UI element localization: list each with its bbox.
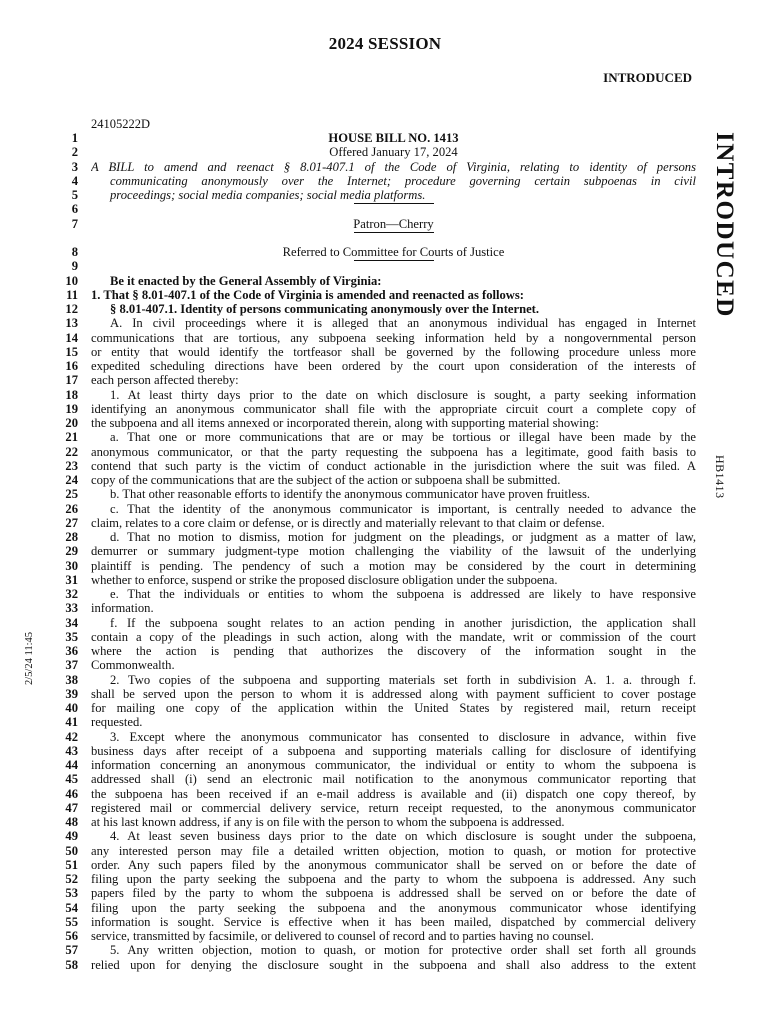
line-number: 15 — [65, 344, 78, 359]
bill-line — [56, 744, 696, 758]
bill-line — [56, 359, 696, 373]
separator-rule — [354, 203, 434, 204]
line-number: 29 — [65, 544, 78, 559]
line-number: 49 — [65, 829, 78, 844]
line-number: 14 — [65, 330, 78, 345]
bill-line — [56, 373, 696, 387]
line-text: Patron—Cherry — [353, 216, 434, 231]
line-text: whether to enforce, suspend or strike the proposed disclosure obligation under the subpoena. — [91, 572, 558, 587]
line-number: 48 — [65, 815, 78, 829]
line-text: proceedings; social media companies; social media platforms. — [110, 188, 426, 202]
bill-line — [56, 872, 696, 886]
line-text: where the action is pending that authorizes the discovery of the information sought in the — [91, 644, 696, 658]
line-text: papers filed by the party to whom the subpoena is addressed shall be served on or before the date of — [91, 886, 696, 901]
line-number: 58 — [65, 957, 78, 972]
line-text: 1. At least thirty days prior to the date on which disclosure is sought, a party seeking information — [110, 387, 696, 402]
line-text: addressed shall (i) send an electronic mail notification to the anonymous communicator reporting that — [91, 772, 696, 787]
line-text: filing upon the party seeking the subpoena and the party to whom the subpoena is addressed. Any such — [91, 872, 696, 886]
line-text: order. Any such papers filed by the anonymous communicator shall be served on or before the date of — [91, 857, 696, 872]
line-number: 2 — [71, 145, 78, 160]
line-number: 53 — [65, 886, 78, 901]
bill-line — [56, 416, 696, 430]
bill-line — [56, 188, 696, 202]
bill-line — [56, 601, 696, 615]
line-text: information concerning an anonymous communicator, the individual or entity to whom the subpoena is — [91, 758, 696, 772]
line-text: filing upon the party seeking the subpoena and the anonymous communicator whose identifying — [91, 900, 696, 915]
line-text: 3. Except where the anonymous communicator has consented to disclosure in advance, within five — [110, 729, 696, 744]
line-text: information is sought. Service is effective when it has been mailed, dispatched by commercial delivery — [91, 914, 696, 929]
line-text: f. If the subpoena sought relates to an action pending in another jurisdiction, the application shall — [110, 615, 696, 630]
line-text: Offered January 17, 2024 — [329, 145, 458, 160]
line-text: the subpoena and all items annexed or incorporated therein, along with supporting material showing: — [91, 416, 599, 430]
line-text: any interested person may file a detailed written objection, motion to quash, or motion for protective — [91, 843, 696, 858]
line-number: 54 — [65, 900, 78, 915]
line-number: 41 — [65, 715, 78, 730]
bill-line — [56, 758, 696, 772]
separator-rule — [354, 260, 434, 261]
bill-text — [56, 131, 696, 972]
line-text: the subpoena has been received if an e-mail address is available and (ii) dispatch one copy thereof, by — [91, 786, 696, 801]
line-text: 5. Any written objection, motion to quash, or motion for protective order shall set forth all grounds — [110, 943, 696, 958]
line-text: shall be served upon the person to whom it is addressed along with payment sufficient to cover postage — [91, 686, 696, 701]
bill-line — [56, 730, 696, 744]
line-number: 28 — [65, 530, 78, 544]
line-number: 23 — [65, 458, 78, 473]
line-text: claim, relates to a core claim or defense, or is directly and materially relevant to that claim or defense. — [91, 515, 605, 530]
line-number: 36 — [65, 644, 78, 658]
line-number: 56 — [65, 929, 78, 943]
line-number: 19 — [65, 401, 78, 416]
line-text: for mailing one copy of the application within the United States by registered mail, return receipt — [91, 701, 696, 715]
bill-line — [56, 929, 696, 943]
line-number: 22 — [65, 444, 78, 459]
line-number: 43 — [65, 743, 78, 758]
line-text: Referred to Committee for Courts of Justice — [282, 245, 505, 259]
bill-line — [56, 459, 696, 473]
line-number: 47 — [65, 800, 78, 815]
line-number: 45 — [65, 772, 78, 787]
bill-line — [56, 217, 696, 231]
line-text: requested. — [91, 715, 143, 730]
line-text: copy of the communications that are the subject of the action or subpoena shall be submitted. — [91, 473, 561, 487]
line-text: A BILL to amend and reenact § 8.01-407.1 of the Code of Virginia, relating to identity of persons — [91, 159, 696, 174]
bill-line — [56, 943, 696, 957]
line-number: 32 — [65, 587, 78, 601]
bill-line — [56, 901, 696, 915]
vertical-status-banner: INTRODUCED — [711, 132, 738, 318]
line-number: 51 — [65, 857, 78, 872]
bill-line — [56, 544, 696, 558]
bill-line — [56, 345, 696, 359]
line-number: 27 — [65, 515, 78, 530]
bill-line — [56, 131, 696, 145]
line-text: demurrer or summary judgment-type motion challenging the viability of the lawsuit of the underlying — [91, 544, 696, 559]
line-number: 42 — [65, 729, 78, 744]
separator-rule — [354, 232, 434, 233]
line-text: communications that are tortious, any subpoena seeking information held by a nongovernmental person — [91, 330, 696, 345]
bill-line — [56, 174, 696, 188]
bill-line — [56, 644, 696, 658]
bill-line — [56, 801, 696, 815]
line-text: 4. At least seven business days prior to the date on which disclosure is sought under the subpoena, — [110, 829, 696, 844]
line-number: 12 — [65, 302, 78, 316]
line-number: 9 — [71, 259, 78, 274]
line-text: identifying an anonymous communicator shall file with the appropriate circuit court a complete copy of — [91, 401, 696, 416]
line-number: 16 — [65, 359, 78, 373]
bill-line — [56, 473, 696, 487]
line-number: 30 — [65, 558, 78, 573]
bill-line — [56, 316, 696, 330]
line-text: Commonwealth. — [91, 658, 175, 673]
line-text: service, transmitted by facsimile, or delivered to counsel of record and to parties having no counsel. — [91, 929, 594, 943]
line-number: 26 — [65, 501, 78, 516]
line-text: e. That the individuals or entities to whom the subpoena is addressed are likely to have responsive — [110, 587, 696, 601]
line-text: anonymous communicator, or that the party requesting the subpoena has a legitimate, good faith basis to — [91, 444, 696, 459]
bill-line — [56, 701, 696, 715]
bill-line — [56, 715, 696, 729]
bill-line — [56, 487, 696, 501]
bill-line — [56, 274, 696, 288]
bill-line — [56, 145, 696, 159]
line-number: 3 — [71, 159, 78, 174]
line-number: 4 — [71, 173, 78, 188]
line-number: 17 — [65, 373, 78, 388]
line-number: 13 — [65, 316, 78, 331]
line-text: expedited scheduling directions have been ordered by the court upon consideration of the interests of — [91, 359, 696, 373]
line-number: 8 — [71, 245, 78, 259]
bill-line — [56, 259, 696, 273]
line-text: § 8.01-407.1. Identity of persons communicating anonymously over the Internet. — [110, 302, 539, 316]
bill-line — [56, 302, 696, 316]
line-text: Be it enacted by the General Assembly of Virginia: — [110, 273, 382, 288]
line-text: relied upon for denying the disclosure sought in the subpoena and shall also address to the extent — [91, 957, 696, 972]
bill-line — [56, 844, 696, 858]
bill-line — [56, 815, 696, 829]
bill-line — [56, 445, 696, 459]
bill-tag: HB1413 — [713, 455, 727, 499]
line-text: plaintiff is pending. The pendency of such a motion may be considered by the court in determining — [91, 558, 696, 573]
line-number: 46 — [65, 786, 78, 801]
bill-line — [56, 658, 696, 672]
line-text: each person affected thereby: — [91, 373, 239, 388]
line-text: c. That the identity of the anonymous communicator is important, is centrally needed to advance the — [110, 501, 696, 516]
line-number: 21 — [65, 430, 78, 445]
bill-line — [56, 160, 696, 174]
line-text: b. That other reasonable efforts to identify the anonymous communicator have proven fruitless. — [110, 487, 591, 502]
line-number: 38 — [65, 672, 78, 687]
line-number: 31 — [65, 572, 78, 587]
line-number: 10 — [65, 273, 78, 288]
bill-line — [56, 772, 696, 786]
bill-line — [56, 616, 696, 630]
bill-line — [56, 388, 696, 402]
bill-line — [56, 245, 696, 259]
bill-line — [56, 687, 696, 701]
bill-line — [56, 787, 696, 801]
bill-line — [56, 530, 696, 544]
bill-line — [56, 573, 696, 587]
bill-line — [56, 630, 696, 644]
line-text: a. That one or more communications that are or may be tortious or illegal have been made by the — [110, 430, 696, 445]
bill-line — [56, 331, 696, 345]
bill-line — [56, 958, 696, 972]
line-text: 2. Two copies of the subpoena and supporting materials set forth in subdivision A. 1. a. through f. — [110, 672, 696, 687]
line-text: information. — [91, 601, 154, 616]
bill-line — [56, 587, 696, 601]
line-number: 57 — [65, 943, 78, 958]
document-id: 24105222D — [91, 117, 151, 131]
line-number: 11 — [66, 287, 78, 302]
bill-line — [56, 288, 696, 302]
bill-line — [56, 915, 696, 929]
line-text: d. That no motion to dismiss, motion for judgment on the pleadings, or judgment as a matter of law, — [110, 530, 696, 544]
line-text: at his last known address, if any is on file with the person to whom the subpoena is addressed. — [91, 815, 565, 829]
line-number: 40 — [65, 701, 78, 715]
line-text: registered mail or commercial delivery service, return receipt requested, to the anonymous communicator — [91, 800, 696, 815]
line-text: A. In civil proceedings where it is alleged that an anonymous individual has engaged in Internet — [110, 316, 696, 331]
session-heading: 2024 SESSION — [328, 34, 442, 53]
line-number: 37 — [65, 658, 78, 673]
line-number: 25 — [65, 487, 78, 502]
bill-line — [56, 886, 696, 900]
bill-line — [56, 559, 696, 573]
bill-line — [56, 231, 696, 245]
line-text: contain a copy of the pleadings in such action, along with the mandate, writ or commission of the court — [91, 629, 696, 644]
line-text: 1. That § 8.01-407.1 of the Code of Virginia is amended and reenacted as follows: — [91, 287, 524, 302]
line-number: 24 — [65, 473, 78, 487]
bill-line — [56, 516, 696, 530]
line-number: 34 — [65, 615, 78, 630]
bill-line — [56, 202, 696, 216]
bill-line — [56, 673, 696, 687]
line-number: 55 — [65, 914, 78, 929]
line-number: 39 — [65, 686, 78, 701]
status-label: INTRODUCED — [603, 70, 692, 85]
line-text: communicating anonymously over the Internet; procedure governing certain subpoenas in civil — [110, 173, 696, 188]
line-number: 1 — [71, 131, 78, 145]
bill-line — [56, 430, 696, 444]
bill-line — [56, 402, 696, 416]
line-number: 6 — [71, 202, 78, 217]
line-text: HOUSE BILL NO. 1413 — [328, 131, 459, 145]
line-text: business days after receipt of a subpoena and supporting materials calling for disclosure of identifying — [91, 743, 696, 758]
line-number: 44 — [65, 758, 78, 772]
line-text: or entity that would identify the tortfeasor shall be governed by the following procedure unless more — [91, 344, 696, 359]
line-number: 7 — [71, 216, 78, 231]
line-number: 35 — [65, 629, 78, 644]
line-number: 50 — [65, 843, 78, 858]
line-number: 52 — [65, 872, 78, 886]
line-number: 20 — [65, 416, 78, 430]
bill-line — [56, 502, 696, 516]
line-text: contend that such party is the victim of conduct actionable in the jurisdiction where the suit was filed. A — [91, 458, 696, 473]
bill-line — [56, 858, 696, 872]
line-number: 18 — [65, 387, 78, 402]
line-number: 33 — [65, 601, 78, 616]
line-number: 5 — [71, 188, 78, 202]
print-timestamp: 2/5/24 11:45 — [24, 632, 35, 685]
bill-line — [56, 829, 696, 843]
